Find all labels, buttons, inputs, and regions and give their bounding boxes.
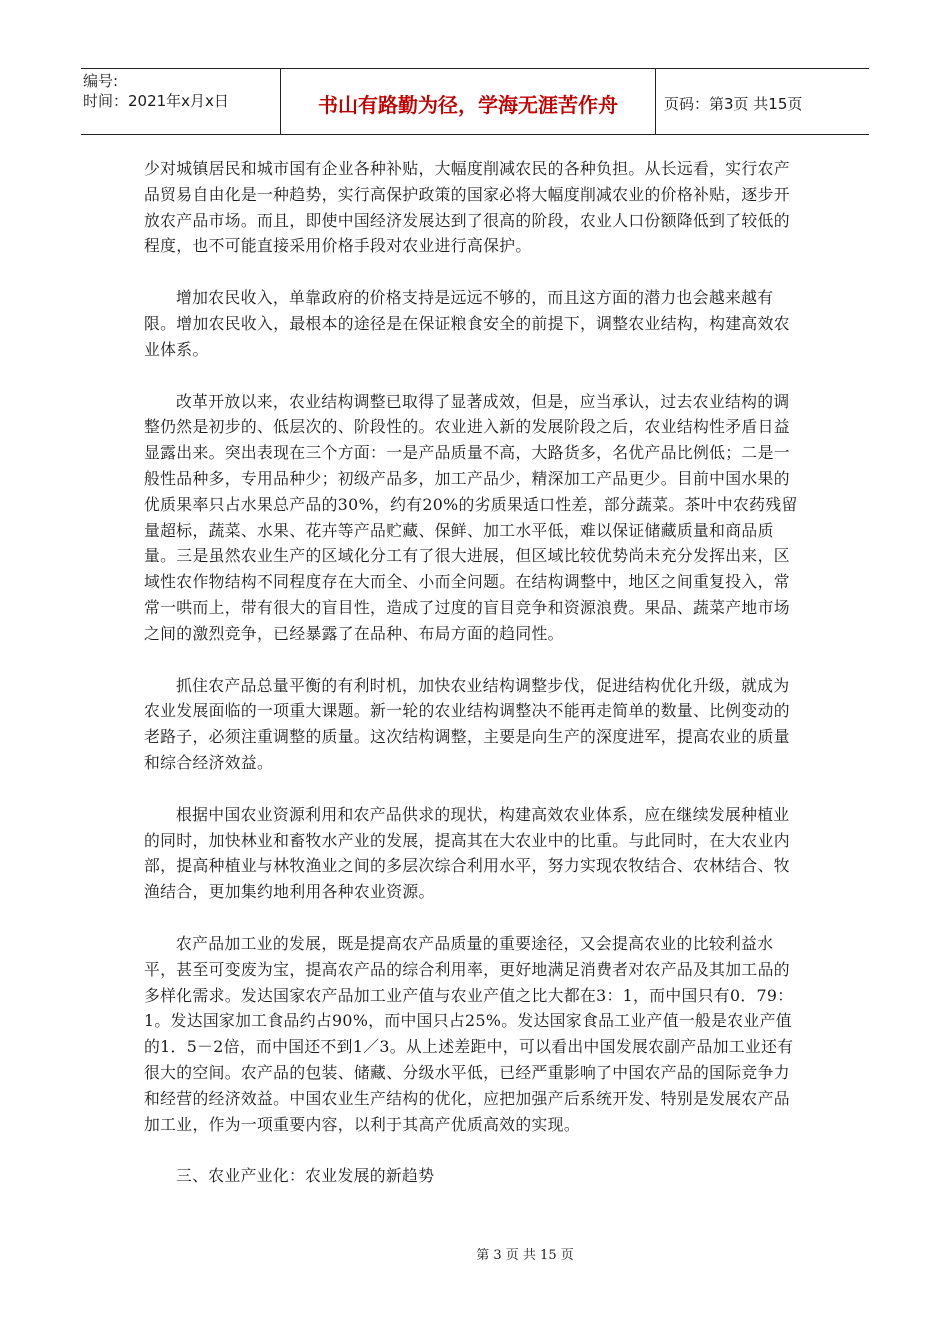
paragraph: 改革开放以来，农业结构调整已取得了显著成效，但是，应当承认，过去农业结构的调整仍然是初步的、低层次的、阶段性的。农业进入新的发展阶段之后，农业结构性矛盾日益显露出来。突出表现在三个方面：一是产品质量不高，大路货多，名优产品比例低；二是一般性品种多，专用品种少；初级产品多，加工产品少，精深加工产品更少。目前中国水果的优质果率只占水果总产品的30%，约有20%的劣质果适口性差，部分蔬菜。茶叶中农药残留量超标，蔬菜、水果、花卉等产品贮藏、保鲜、加工水平低，难以保证储藏质量和商品质量。三是虽然农业生产的区域化分工有了很大进展，但区域比较优势尚未充分发挥出来，区域性农作物结构不同程度存在大而全、小而全问题。在结构调整中，地区之间重复投入，常常一哄而上，带有很大的盲目性，造成了过度的盲目竞争和资源浪费。果品、蔬菜产地市场之间的激烈竞争，已经暴露了在品种、布局方面的趋同性。	[144, 391, 798, 643]
paragraph: 根据中国农业资源利用和农产品供求的现状，构建高效农业体系，应在继续发展种植业的同时，加快林业和畜牧水产业的发展，提高其在大农业中的比重。与此同时，在大农业内部，提高种植业与林牧渔业之间的多层次综合利用水平，努力实现农牧结合、农林结合、牧渔结合，更加集约地利用各种农业资源。	[144, 804, 790, 902]
header-page-info: 页码：第3页 共15页	[664, 95, 803, 113]
header-motto: 书山有路勤为径，学海无涯苦作舟	[281, 69, 656, 134]
paragraph: 抓住农产品总量平衡的有利时机，加快农业结构调整步伐，促进结构优化升级，就成为农业发展面临的一项重大课题。新一轮的农业结构调整决不能再走简单的数量、比例变动的老路子，必须注重调整的质量。这次结构调整，主要是向生产的深度进军，提高农业的质量和综合经济效益。	[144, 675, 790, 772]
header-meta	[81, 69, 281, 134]
paragraph: 增加农民收入，单靠政府的价格支持是远远不够的，而且这方面的潜力也会越来越有限。增加农民收入，最根本的途径是在保证粮食安全的前提下，调整农业结构，构建高效农业体系。	[144, 288, 790, 359]
paragraph: 农产品加工业的发展，既是提高农产品质量的重要途径，又会提高农业的比较利益水平，甚至可变废为宝，提高农产品的综合利用率，更好地满足消费者对农产品及其加工品的多样化需求。发达国家农产品加工业产值与农业产值之比大都在3：1，而中国只有0．79：1。发达国家加工食品约占90%，而中国只占25%。发达国家食品工业产值一般是农业产值的1．5－2倍，而中国还不到1／3。从上述差距中，可以看出中国发展农副产品加工业还有很大的空间。农产品的包装、储藏、分级水平低，已经严重影响了中国农产品的国际竞争力和经营的经济效益。中国农业生产结构的优化，应把加强产后系统开发、特别是发展农产品加工业，作为一项重要内容，以利于其高产优质高效的实现。	[144, 933, 794, 1134]
page-header	[81, 68, 869, 135]
section-heading: 三、农业产业化：农业发展的新趋势	[176, 1166, 435, 1186]
document-body	[144, 156, 800, 1215]
document-number-label: 编号:	[83, 72, 119, 90]
paragraph: 少对城镇居民和城市国有企业各种补贴，大幅度削减农民的各种负担。从长远看，实行农产品贸易自由化是一种趋势，实行高保护政策的国家必将大幅度削减农业的价格补贴，逐步开放农产品市场。而且，即使中国经济发展达到了很高的阶段，农业人口份额降低到了较低的程度，也不可能直接采用价格手段对农业进行高保护。	[144, 159, 790, 256]
document-time-label: 时间：2021年x月x日	[83, 92, 229, 110]
page-footer: 第 3 页 共 15 页	[476, 1248, 574, 1263]
